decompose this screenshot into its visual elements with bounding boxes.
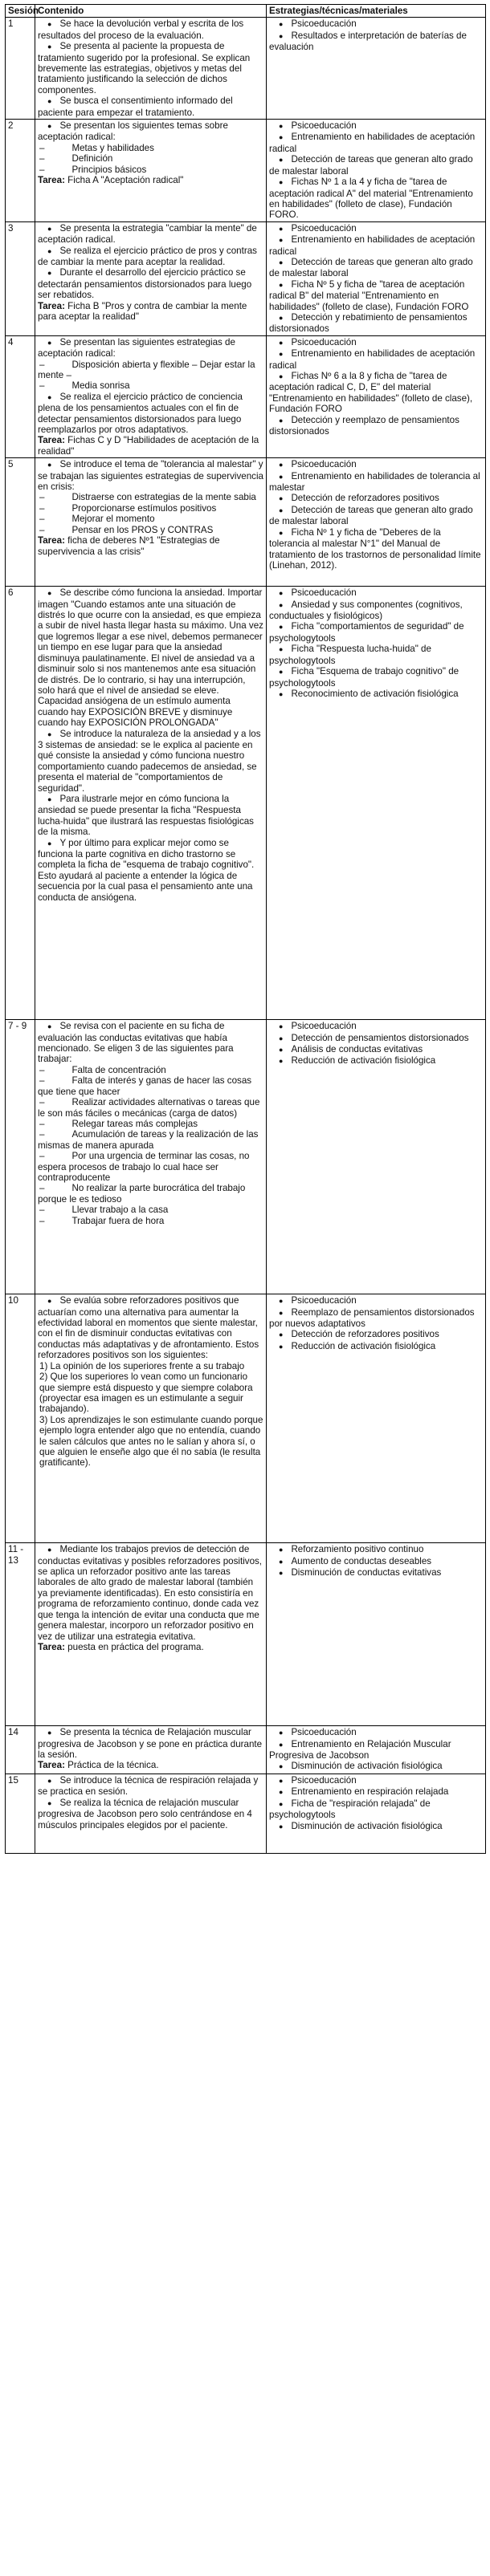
table-row xyxy=(6,587,486,1020)
content-dash-item: – Relegar tareas más complejas xyxy=(38,1119,263,1129)
strategies-cell xyxy=(267,18,486,120)
content-bullet: ● Se introduce la técnica de respiración relajada y se practica en sesión. xyxy=(38,1775,263,1798)
strategy-bullet: ● Ficha Nº 1 y ficha de "Deberes de la tolerancia al malestar N°1" del Manual de tratamiento de los trastornos de personalidad límite (Linehan, 2012). xyxy=(269,527,483,571)
strategy-bullet: ● Detección de reforzadores positivos xyxy=(269,493,483,504)
content-dash-item: – Llevar trabajo a la casa xyxy=(38,1205,263,1215)
content-numbered-item: 2) Que los superiores lo vean como un funcionario que siempre está dispuesto y que siempre colabora (proyectar esa imagen es un estimulante a seguir trabajando). xyxy=(39,1371,253,1415)
content-dash-item: – Trabajar fuera de hora xyxy=(38,1216,263,1226)
table-row xyxy=(6,18,486,120)
session-number: 3 xyxy=(6,221,35,335)
strategy-bullet: ● Aumento de conductas deseables xyxy=(269,1556,483,1567)
tarea-text: Ficha A "Aceptación radical" xyxy=(67,175,184,186)
table-row xyxy=(6,1543,486,1726)
content-bullet: ● Se introduce la naturaleza de la ansiedad y a los 3 sistemas de ansiedad: se le explica al paciente en qué consiste la ansiedad y cómo funciona nuestro comportamiento cuando padecemos de ansiedad, se presenta el material de "comportamientos de seguridad". xyxy=(38,729,263,794)
strategies-cell xyxy=(267,221,486,335)
strategy-bullet: ● Detección y rebatimiento de pensamientos distorsionados xyxy=(269,312,483,335)
table-row xyxy=(6,221,486,335)
table-row xyxy=(6,1294,486,1543)
session-number: 15 xyxy=(6,1774,35,1853)
tarea-text: Ficha B "Pros y contra de cambiar la mente para aceptar la realidad" xyxy=(38,300,247,322)
content-bullet: ● Se realiza el ejercicio práctico de pros y contras de cambiar la mente para aceptar la realidad. xyxy=(38,246,263,268)
strategy-bullet: ● Entrenamiento en Relajación Muscular Progresiva de Jacobson xyxy=(269,1739,483,1761)
strategy-bullet: ● Psicoeducación xyxy=(269,1021,483,1032)
content-bullet: ● Se presenta al paciente la propuesta de tratamiento sugerido por la profesional. Se explican brevemente las estrategias, objetivos y metas del tratamiento justificando la selección de dichos componentes. xyxy=(38,41,263,95)
strategy-bullet: ● Entrenamiento en habilidades de aceptación radical xyxy=(269,132,483,154)
strategy-bullet: ● Detección y reemplazo de pensamientos distorsionados xyxy=(269,415,483,437)
tarea-label: Tarea: xyxy=(38,1641,65,1652)
strategy-bullet: ● Detección de reforzadores positivos xyxy=(269,1329,483,1340)
strategy-bullet: ● Detección de pensamientos distorsionados xyxy=(269,1033,483,1044)
content-cell xyxy=(35,1543,267,1726)
content-dash-item: – Disposición abierta y flexible – Dejar estar la mente – xyxy=(38,360,263,381)
strategy-bullet: ● Psicoeducación xyxy=(269,120,483,132)
tarea-label: Tarea: xyxy=(38,535,65,546)
content-bullet: ● Durante el desarrollo del ejercicio práctico se detectarán pensamientos distorsionados para luego ser rebatidos. xyxy=(38,267,263,300)
content-dash-item: – No realizar la parte burocrática del trabajo porque le es tedioso xyxy=(38,1183,263,1205)
strategy-bullet: ● Reducción de activación fisiológica xyxy=(269,1055,483,1067)
session-number: 11 - 13 xyxy=(6,1543,35,1726)
session-number: 5 xyxy=(6,458,35,587)
content-bullet: ● Se presenta la técnica de Relajación muscular progresiva de Jacobson y se pone en práctica durante la sesión. xyxy=(38,1727,263,1760)
tarea-label: Tarea: xyxy=(38,1760,65,1771)
content-bullet: ● Se realiza el ejercicio práctico de conciencia plena de los pensamientos actuales con el fin de detectar pensamientos distorsionados para luego reemplazarlos por otros adaptativos. xyxy=(38,392,263,436)
content-bullet: ● Y por último para explicar mejor como se funciona la parte cognitiva en dicho trastorno se completa la ficha de "esquema de trabajo cognitivo". Esto ayudará al paciente a entender la lógica de secuencia por la cual pasa el pensamiento ante una conducta de ansiógena. xyxy=(38,838,263,903)
header-estrategias: Estrategias/técnicas/materiales xyxy=(267,5,486,18)
strategies-cell xyxy=(267,120,486,222)
content-bullet: ● Se presentan las siguientes estrategias de aceptación radical: xyxy=(38,337,263,360)
table-row xyxy=(6,458,486,587)
table-row xyxy=(6,1726,486,1774)
table-row xyxy=(6,335,486,457)
content-cell xyxy=(35,18,267,120)
tarea-label: Tarea: xyxy=(38,435,65,446)
strategy-bullet: ● Disminución de activación fisiológica xyxy=(269,1761,483,1772)
strategy-bullet: ● Psicoeducación xyxy=(269,587,483,599)
strategies-cell xyxy=(267,1543,486,1726)
content-dash-item: – Distraerse con estrategias de la mente sabia xyxy=(38,492,263,502)
strategy-bullet: ● Entrenamiento en habilidades de aceptación radical xyxy=(269,234,483,257)
content-cell xyxy=(35,221,267,335)
strategy-bullet: ● Fichas Nº 1 a la 4 y ficha de "tarea de aceptación radical A" del material "Entrenamiento en habilidades" (folleto de clase), Fundación FORO. xyxy=(269,177,483,221)
table-row xyxy=(6,1020,486,1294)
strategies-cell xyxy=(267,1020,486,1294)
strategies-cell xyxy=(267,458,486,587)
strategy-bullet: ● Detección de tareas que generan alto grado de malestar laboral xyxy=(269,154,483,177)
strategies-cell xyxy=(267,335,486,457)
content-cell xyxy=(35,335,267,457)
content-numbered-item: 1) La opinión de los superiores frente a su trabajo xyxy=(39,1360,245,1371)
strategy-bullet: ● Análisis de conductas evitativas xyxy=(269,1044,483,1055)
content-dash-item: – Metas y habilidades xyxy=(38,143,263,153)
strategy-bullet: ● Detección de tareas que generan alto grado de malestar laboral xyxy=(269,257,483,279)
content-dash-item: – Falta de interés y ganas de hacer las cosas que tiene que hacer xyxy=(38,1075,263,1097)
tarea-text: puesta en práctica del programa. xyxy=(67,1641,204,1652)
strategy-bullet: ● Disminución de activación fisiológica xyxy=(269,1821,483,1832)
strategy-bullet: ● Psicoeducación xyxy=(269,337,483,348)
strategy-bullet: ● Ficha "Esquema de trabajo cognitivo" de psychologytools xyxy=(269,666,483,689)
strategy-bullet: ● Reforzamiento positivo continuo xyxy=(269,1544,483,1555)
session-number: 2 xyxy=(6,120,35,222)
tarea-text: Fichas C y D "Habilidades de aceptación de la realidad" xyxy=(38,435,259,457)
strategy-bullet: ● Ficha de "respiración relajada" de psychologytools xyxy=(269,1798,483,1821)
strategy-bullet: ● Fichas Nº 6 a la 8 y ficha de "tarea de aceptación radical C, D, E" del material "Entrenamiento en habilidades" (folleto de clase), Fundación FORO xyxy=(269,371,483,415)
header-sesion: Sesión xyxy=(6,5,35,18)
tarea-text: ficha de deberes Nº1 "Estrategias de supervivencia a las crisis" xyxy=(38,535,220,557)
strategy-bullet: ● Psicoeducación xyxy=(269,18,483,30)
content-cell xyxy=(35,458,267,587)
content-dash-item: – Falta de concentración xyxy=(38,1065,263,1075)
content-bullet: ● Se busca el consentimiento informado del paciente para empezar el tratamiento. xyxy=(38,95,263,118)
content-cell xyxy=(35,120,267,222)
tarea-label: Tarea: xyxy=(38,300,65,311)
strategy-bullet: ● Ficha Nº 5 y ficha de "tarea de aceptación radical B" del material "Entrenamiento en habilidades" (folleto de clase), Fundación FORO xyxy=(269,279,483,312)
content-dash-item: – Media sonrisa xyxy=(38,380,263,391)
strategy-bullet: ● Entrenamiento en respiración relajada xyxy=(269,1786,483,1798)
table-row xyxy=(6,120,486,222)
strategy-bullet: ● Reemplazo de pensamientos distorsionados por nuevos adaptativos xyxy=(269,1307,483,1330)
content-bullet: ● Se describe cómo funciona la ansiedad. Importar imagen "Cuando estamos ante una situación de distrés lo que ocurre con la ansiedad, es que empieza a subir de nivel hasta llegar hasta su máximo. Una vez que logremos llegar a ese nivel, debemos permanecer un tiempo en ese lugar para que la ansiedad disminuya paulatinamente. El nivel de ansiedad va a disminuir solo si nos mantenemos ante esa situación de distrés. De lo contrario, si hay una interrupción, solo hará que el nivel de ansiedad se eleve. Capacidad ansiógena de un estímulo aumenta cuando hay EXPOSICIÓN BREVE y disminuye cuando hay EXPOSICIÓN PROLONGADA" xyxy=(38,587,263,728)
strategy-bullet: ● Reconocimiento de activación fisiológica xyxy=(269,689,483,700)
session-number: 7 - 9 xyxy=(6,1020,35,1294)
content-bullet: ● Para ilustrarle mejor en cómo funciona la ansiedad se puede presentar la ficha "Respuesta lucha-huida" que ilustrará las respuestas fisiológicas de la misma. xyxy=(38,794,263,838)
strategy-bullet: ● Psicoeducación xyxy=(269,223,483,234)
strategy-bullet: ● Psicoeducación xyxy=(269,1295,483,1306)
content-dash-item: – Principios básicos xyxy=(38,165,263,175)
content-bullet: ● Se presentan los siguientes temas sobre aceptación radical: xyxy=(38,120,263,143)
content-bullet: ● Se revisa con el paciente en su ficha de evaluación las conductas evitativas que había mencionado. Se eligen 3 de las siguientes para trabajar: xyxy=(38,1021,263,1065)
content-dash-item: – Pensar en los PROS y CONTRAS xyxy=(38,525,263,535)
content-numbered-item: 3) Los aprendizajes le son estimulante cuando porque ejemplo logra entender algo que no entendía, cuando le salen cálculos que antes no le salían y ahora sí, o que alguien le enseñe algo que él no sabía (le resulta gratificante). xyxy=(39,1414,263,1469)
strategy-bullet: ● Entrenamiento en habilidades de tolerancia al malestar xyxy=(269,471,483,494)
content-cell xyxy=(35,1774,267,1853)
tarea-label: Tarea: xyxy=(38,175,65,186)
strategies-cell xyxy=(267,1774,486,1853)
content-bullet: ● Se evalúa sobre reforzadores positivos que actuarían como una alternativa para aumentar la efectividad laboral en momentos que siente malestar, con el fin de disminuir conductas evitativas con conductas más adaptativas y de afrontamiento. Estos reforzadores positivos son los siguientes: xyxy=(38,1295,263,1360)
strategies-cell xyxy=(267,1726,486,1774)
content-dash-item: – Proporcionarse estímulos positivos xyxy=(38,503,263,514)
session-number: 4 xyxy=(6,335,35,457)
content-cell xyxy=(35,1726,267,1774)
strategy-bullet: ● Psicoeducación xyxy=(269,459,483,470)
strategy-bullet: ● Detección de tareas que generan alto grado de malestar laboral xyxy=(269,505,483,527)
table-header-row xyxy=(6,5,486,18)
content-dash-item: – Mejorar el momento xyxy=(38,514,263,524)
strategy-bullet: ● Ficha "comportamientos de seguridad" de psychologytools xyxy=(269,621,483,644)
content-cell xyxy=(35,587,267,1020)
strategies-cell xyxy=(267,587,486,1020)
session-number: 14 xyxy=(6,1726,35,1774)
content-bullet: ● Se realiza la técnica de relajación muscular progresiva de Jacobson pero solo centrándose en 4 músculos principales elegidos por el paciente. xyxy=(38,1798,263,1830)
tarea-text: Práctica de la técnica. xyxy=(67,1760,159,1771)
strategy-bullet: ● Entrenamiento en habilidades de aceptación radical xyxy=(269,348,483,371)
strategy-bullet: ● Psicoeducación xyxy=(269,1727,483,1738)
content-dash-item: – Acumulación de tareas y la realización de las mismas de manera apurada xyxy=(38,1129,263,1151)
table-row xyxy=(6,1774,486,1853)
content-cell xyxy=(35,1020,267,1294)
strategy-bullet: ● Psicoeducación xyxy=(269,1775,483,1786)
strategy-bullet: ● Ficha "Respuesta lucha-huida" de psychologytools xyxy=(269,644,483,666)
content-dash-item: – Realizar actividades alternativas o tareas que le son más fáciles o mecánicas (carga de datos) xyxy=(38,1097,263,1119)
session-number: 6 xyxy=(6,587,35,1020)
session-number: 10 xyxy=(6,1294,35,1543)
content-cell xyxy=(35,1294,267,1543)
strategy-bullet: ● Reducción de activación fisiológica xyxy=(269,1341,483,1352)
strategies-cell xyxy=(267,1294,486,1543)
header-contenido: Contenido xyxy=(35,5,267,18)
session-number: 1 xyxy=(6,18,35,120)
content-dash-item: – Por una urgencia de terminar las cosas, no espera procesos de trabajo lo cual hace ser contraproducente xyxy=(38,1151,263,1183)
content-bullet: ● Se hace la devolución verbal y escrita de los resultados del proceso de la evaluación. xyxy=(38,18,263,41)
content-dash-item: – Definición xyxy=(38,153,263,164)
strategy-bullet: ● Disminución de conductas evitativas xyxy=(269,1567,483,1579)
content-bullet: ● Mediante los trabajos previos de detección de conductas evitativas y posibles reforzadores positivos, se aplica un reforzador positivo ante las tareas laborales de alto grado de malestar laboral (también ya previamente identificadas). En esto consistiría en programa de reforzamiento continuo, donde cada vez que tenga la intención de evitar una conducta que me genera malestar, incorporo un reforzador positivo en vez de utilizar una estrategia evitativa. xyxy=(38,1544,263,1642)
treatment-plan-table xyxy=(5,4,486,1854)
strategy-bullet: ● Resultados e interpretación de baterías de evaluación xyxy=(269,30,483,53)
content-bullet: ● Se presenta la estrategia "cambiar la mente" de aceptación radical. xyxy=(38,223,263,246)
strategy-bullet: ● Ansiedad y sus componentes (cognitivos, conductuales y fisiológicos) xyxy=(269,599,483,622)
content-bullet: ● Se introduce el tema de "tolerancia al malestar" y se trabajan las siguientes estrategias de supervivencia en crisis: xyxy=(38,459,263,492)
